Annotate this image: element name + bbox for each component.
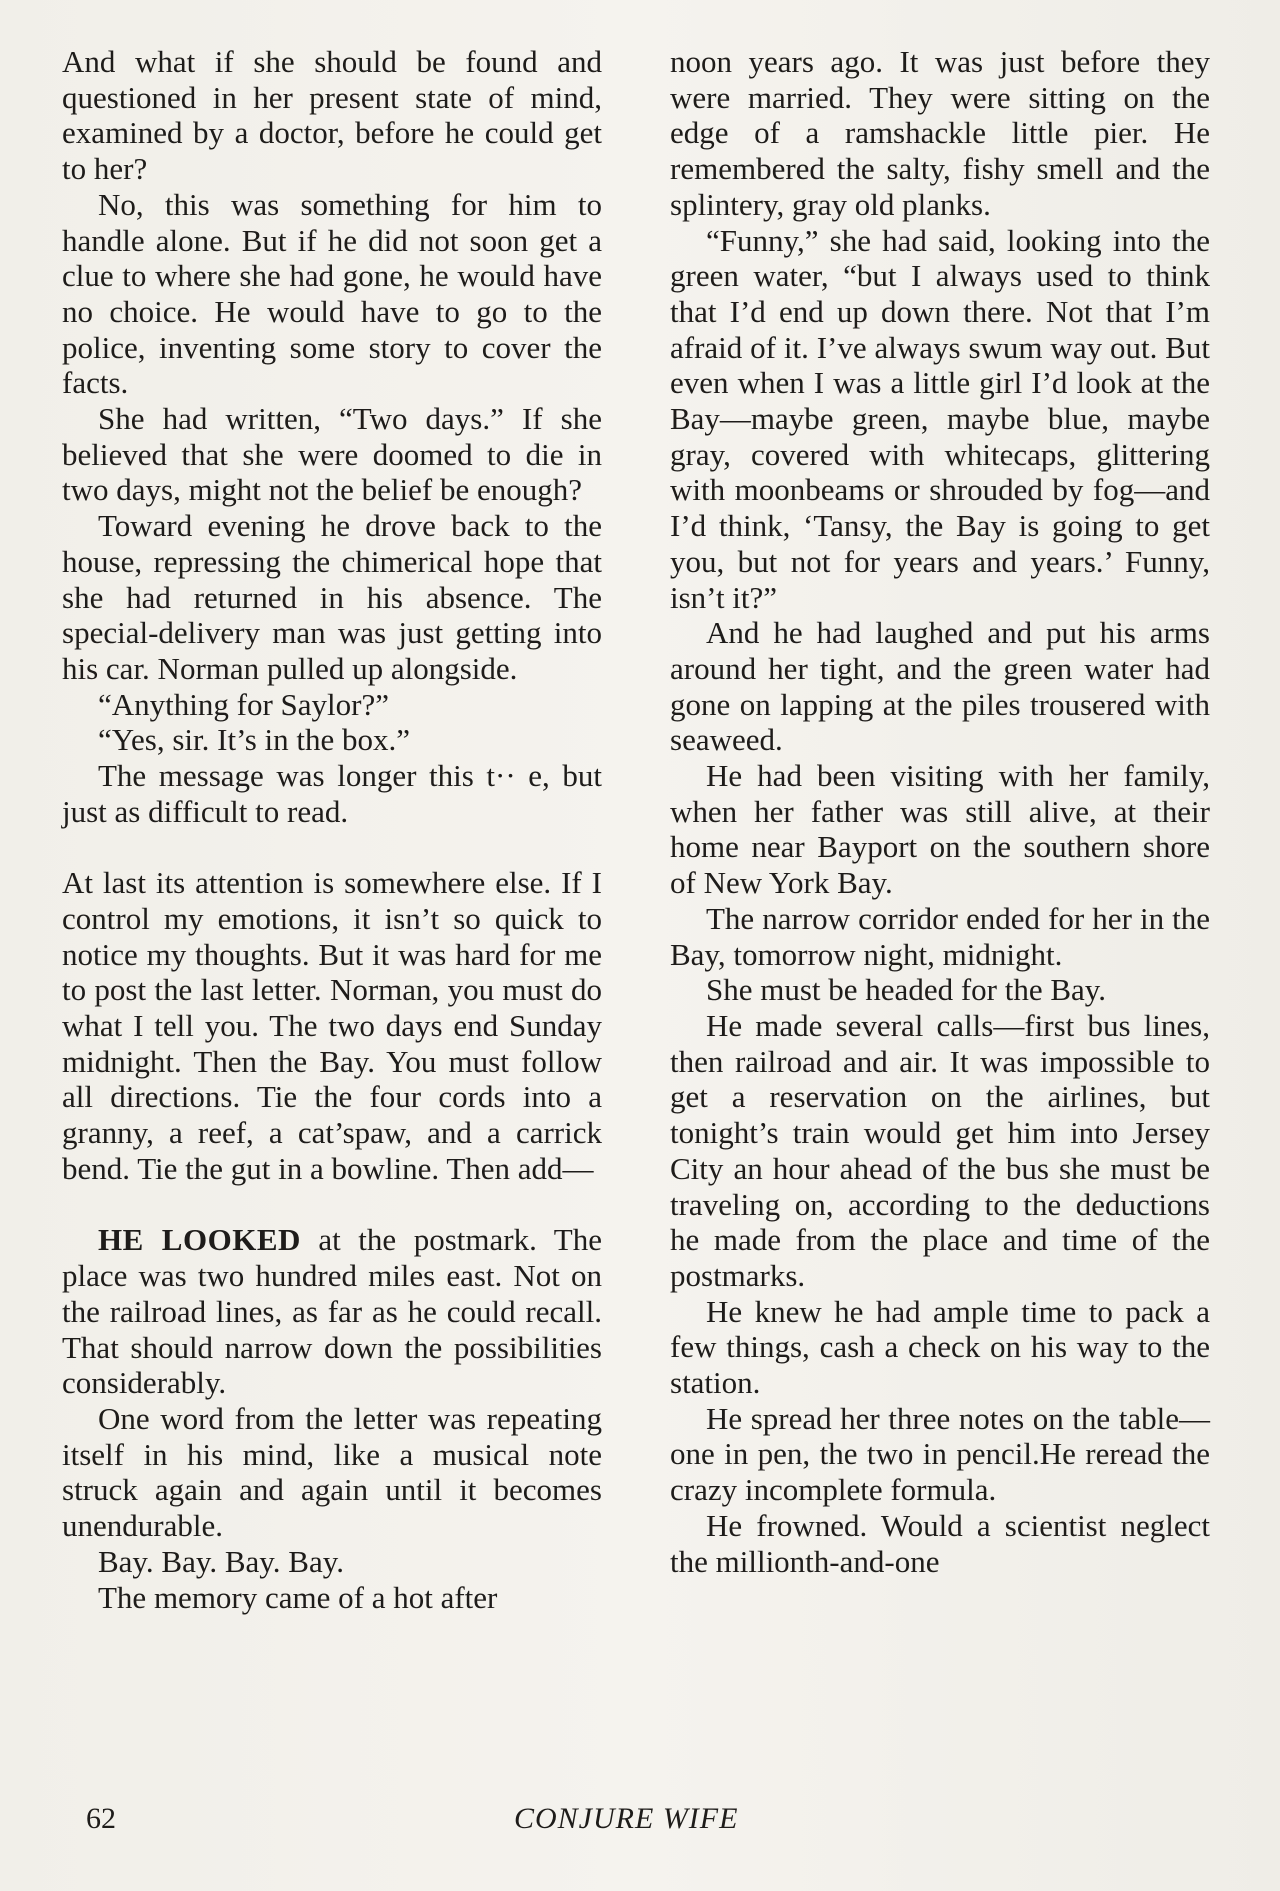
paragraph xyxy=(62,687,602,723)
paragraph-text: The memory came of a hot after xyxy=(98,1579,498,1615)
page-footer xyxy=(0,1802,1280,1842)
paragraph xyxy=(62,1401,602,1544)
paragraph-text: At last its attention is somewhere else. If I control my emotions, it isn’t so quick to notice my thoughts. But it was hard for me to post the last letter. Norman, you must do what I tell you. The two days end Sunday midnight. Then the Bay. You must follow all directions. Tie the four cords into a granny, a reef, a cat’spaw, and a carrick bend. Tie the gut in a bowline. Then add— xyxy=(62,865,602,1186)
paragraph-text: Bay. Bay. Bay. Bay. xyxy=(98,1543,344,1579)
paragraph xyxy=(670,972,1210,1008)
running-title: CONJURE WIFE xyxy=(514,1802,739,1835)
paragraph-text: One word from the letter was repeating itself in his mind, like a musical note struck again and again until it becomes unendurable. xyxy=(62,1401,602,1544)
paragraph xyxy=(670,1508,1210,1579)
paragraph xyxy=(670,758,1210,901)
paragraph xyxy=(62,722,602,758)
paragraph-text: noon years ago. It was just before they were married. They were sitting on the edge of a ramshackle little pier. He remembered the salty, fishy smell and the splintery, gray old planks. xyxy=(670,44,1210,222)
section-lead-in: HE LOOKED xyxy=(98,1222,301,1258)
paragraph xyxy=(670,223,1210,616)
paragraph-text: at the postmark. The place was two hundred miles east. Not on the railroad lines, as far as he could recall. That should narrow down the possibilities considerably. xyxy=(62,1222,602,1401)
paragraph xyxy=(62,1544,602,1580)
paragraph-text: He frowned. Would a scientist neglect the millionth-and-one xyxy=(670,1507,1210,1579)
paragraph xyxy=(670,901,1210,972)
paragraph xyxy=(670,44,1210,223)
paragraph-text: She had written, “Two days.” If she believed that she were doomed to die in two days, might not the belief be enough? xyxy=(62,401,602,508)
right-text-column xyxy=(670,44,1210,1579)
paragraph-text: “Anything for Saylor?” xyxy=(98,686,389,722)
paragraph-text: And what if she should be found and questioned in her present state of mind, examined by a doctor, before he could get to her? xyxy=(62,44,602,187)
paragraph xyxy=(62,758,602,829)
paragraph xyxy=(62,865,602,1186)
paragraph xyxy=(670,615,1210,758)
paragraph-text: He spread her three notes on the table—one in pen, the two in pencil.He reread the crazy incomplete formula. xyxy=(670,1400,1210,1508)
page-number: 62 xyxy=(86,1802,116,1835)
paragraph-text: He knew he had ample time to pack a few things, cash a check on his way to the station. xyxy=(670,1293,1210,1401)
paragraph xyxy=(62,1580,602,1616)
paragraph-text: The narrow corridor ended for her in the Bay, tomorrow night, midnight. xyxy=(670,900,1210,972)
paragraph-text: And he had laughed and put his arms around her tight, and the green water had gone on lapping at the piles trousered with seaweed. xyxy=(670,615,1210,758)
paragraph-text: He made several calls—first bus lines, then railroad and air. It was impossible to get a reservation on the airlines, but tonight’s train would get him into Jersey City an hour ahead of the bus she must be traveling on, according to the deductions he made from the place and time of the postmarks. xyxy=(670,1007,1210,1293)
paragraph-text: The message was longer this t·· e, but just as difficult to read. xyxy=(62,758,602,829)
paragraph xyxy=(670,1401,1210,1508)
paragraph xyxy=(670,1294,1210,1401)
paragraph-text: She must be headed for the Bay. xyxy=(706,972,1107,1008)
paragraph xyxy=(62,187,602,401)
paragraph-text: Toward evening he drove back to the house, repressing the chimerical hope that she had returned in his absence. The special-delivery man was just getting into his car. Norman pulled up alongside. xyxy=(62,508,602,686)
paragraph xyxy=(62,401,602,508)
paragraph-text: “Yes, sir. It’s in the box.” xyxy=(98,722,411,758)
paragraph xyxy=(62,1222,602,1401)
paragraph xyxy=(62,508,602,687)
paragraph-text: “Funny,” she had said, looking into the green water, “but I always used to think that I’d end up down there. Not that I’m afraid of it. I’ve always swum way out. But even when I was a little girl I’d look at the Bay—maybe green, maybe blue, maybe gray, covered with whitecaps, glittering with moonbeams or shrouded by fog—and I’d think, ‘Tansy, the Bay is going to get you, but not for years and years.’ Funny, isn’t it?” xyxy=(670,222,1210,615)
paragraph xyxy=(670,1008,1210,1294)
left-text-column xyxy=(62,44,602,1615)
paragraph xyxy=(62,44,602,187)
paragraph-text: He had been visiting with her family, when her father was still alive, at their home near Bayport on the southern shore of New York Bay. xyxy=(670,758,1210,901)
paragraph-text: No, this was something for him to handle alone. But if he did not soon get a clue to where she had gone, he would have no choice. He would have to go to the police, inventing some story to cover the facts. xyxy=(62,186,602,401)
